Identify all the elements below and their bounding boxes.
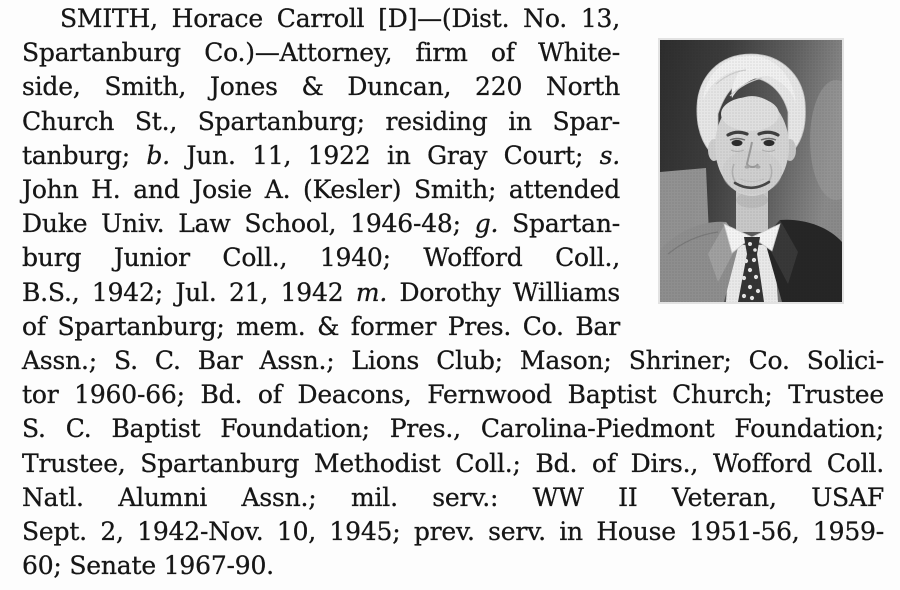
text-segment: burg Junior Coll., 1940; Wofford Coll., [22, 243, 620, 273]
text-segment: Spartanburg Co.)—Attorney, firm of White- [22, 38, 620, 68]
text-segment: B.S., 1942; Jul. 21, 1942 [22, 277, 356, 307]
abbreviation-italic: s. [599, 140, 620, 170]
text-segment: SMITH, Horace Carroll [D]—(Dist. No. 13, [60, 4, 620, 33]
text-segment: Sept. 2, 1942-Nov. 10, 1945; prev. serv. in House 1951-56, 1959- [22, 516, 884, 546]
portrait-photo [660, 40, 842, 302]
text-line [22, 2, 620, 36]
text-segment: Assn.; S. C. Bar Assn.; Lions Club; Mason; Shriner; Co. Solici- [22, 346, 884, 375]
text-line [22, 481, 884, 515]
text-segment: S. C. Baptist Foundation; Pres., Carolina-Piedmont Foundation; [22, 414, 884, 444]
abbreviation-italic: b. [146, 140, 170, 170]
text-segment: Duke Univ. Law School, 1946-48; [22, 209, 475, 239]
halftone-overlay [660, 40, 842, 302]
text-segment: Trustee, Spartanburg Methodist Coll.; Bd. of Dirs., Wofford Coll. [22, 448, 884, 478]
text-segment: of Spartanburg; mem. & former Pres. Co. Bar [22, 311, 620, 341]
text-line [22, 105, 620, 139]
text-segment: tor 1960-66; Bd. of Deacons, Fernwood Baptist Church; Trustee [22, 380, 884, 410]
text-line [22, 70, 620, 104]
text-line [22, 549, 884, 583]
text-segment: tanburg; [22, 140, 147, 170]
text-line [22, 378, 884, 412]
text-segment: Spartan- [498, 209, 620, 239]
text-line [22, 36, 620, 70]
text-segment: Jun. 11, 1922 in Gray Court; [169, 140, 600, 170]
text-line [22, 139, 620, 173]
text-segment: 60; Senate 1967-90. [22, 551, 274, 581]
text-line [22, 412, 884, 446]
text-line [22, 241, 620, 275]
text-segment: side, Smith, Jones & Duncan, 220 North [22, 72, 620, 102]
biography-text-wide-column [22, 344, 884, 583]
text-line [22, 276, 620, 310]
text-segment: Natl. Alumni Assn.; mil. serv.: WW II Veteran, USAF [22, 482, 884, 512]
text-line [22, 173, 620, 207]
text-line [22, 207, 620, 241]
text-segment: John H. and Josie A. (Kesler) Smith; attended [22, 174, 620, 204]
text-segment: Church St., Spartanburg; residing in Spar- [22, 106, 620, 136]
text-line [22, 310, 620, 344]
portrait-illustration [660, 40, 842, 302]
text-segment: Dorothy Williams [387, 277, 620, 307]
biography-text-narrow-column [22, 2, 620, 344]
text-line [22, 515, 884, 549]
abbreviation-italic: m. [355, 277, 388, 307]
text-line [22, 344, 884, 378]
abbreviation-italic: g. [474, 209, 499, 239]
text-line [22, 447, 884, 481]
